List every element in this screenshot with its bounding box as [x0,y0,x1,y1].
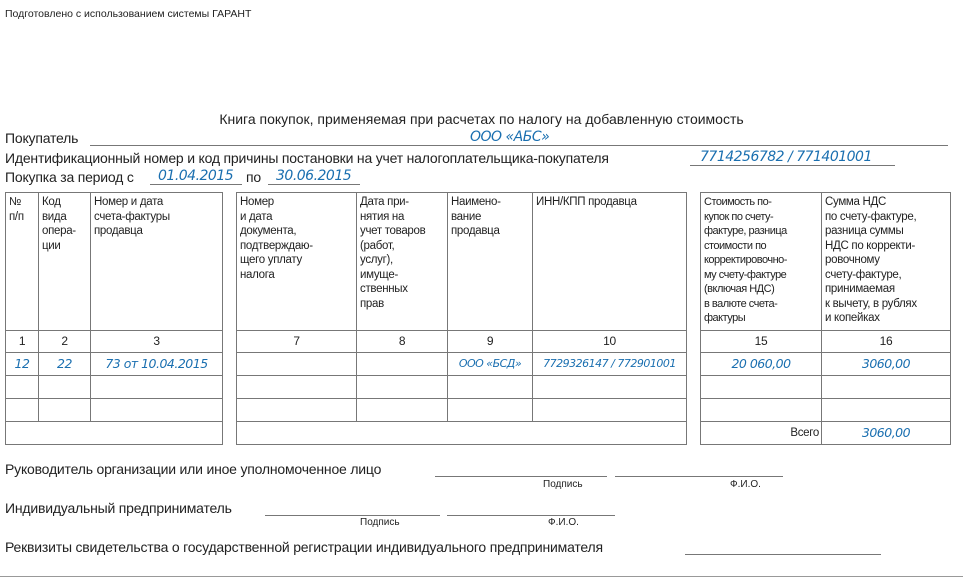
col-number: 16 [822,331,951,353]
header-col-10: ИНН/КПП продавца [533,193,687,331]
empty-cell[interactable] [533,399,687,422]
header-col-9: Наимено- вание продавца [448,193,533,331]
empty-cell[interactable] [91,399,223,422]
period-to-label-text: по [246,169,261,185]
empty-cell[interactable] [237,376,357,399]
page-title: Книга покупок, применяемая при расчетах по налогу на добавленную стоимость [219,111,744,127]
header-col-2: Код вида опера- ции [39,193,91,331]
inn-label: Идентификационный номер и код причины постановки на учет налогоплательщика-покупателя [5,150,609,166]
purchase-table-left [5,192,223,445]
buyer-value[interactable]: ООО «АБС» [470,129,550,145]
cell-accept-date[interactable] [357,353,448,376]
buyer-line [90,145,948,146]
ip-sign-caption: Подпись [360,517,400,528]
total-vat-value[interactable]: 3060,00 [822,422,951,445]
empty-cell[interactable] [822,376,951,399]
header-col-16: Сумма НДС по счету-фактуре, разница суммы НДС по корректи- ровочному счету-фактуре, принимаемая к вычету, в рублях и копейках [822,193,951,331]
empty-cell[interactable] [448,376,533,399]
col-number: 15 [701,331,822,353]
total-row-left [6,422,223,445]
col-number: 7 [237,331,357,353]
cell-payment-doc[interactable] [237,353,357,376]
empty-cell[interactable] [448,399,533,422]
empty-cell[interactable] [6,399,39,422]
header-col-3: Номер и дата счета-фактуры продавца [91,193,223,331]
col-number: 9 [448,331,533,353]
empty-cell[interactable] [701,399,822,422]
header-col-8: Дата при- нятия на учет товаров (работ, услуг), имуще- ственных прав [357,193,448,331]
head-fio-caption: Ф.И.О. [730,479,761,490]
head-signature-label: Руководитель организации или иное уполномоченное лицо [5,461,382,477]
head-fio-line[interactable] [615,476,783,477]
empty-cell[interactable] [533,376,687,399]
empty-cell[interactable] [357,399,448,422]
cell-seller-inn[interactable]: 7729326147 / 772901001 [533,353,687,376]
cell-operation-code[interactable]: 22 [39,353,91,376]
ip-fio-caption: Ф.И.О. [548,517,579,528]
empty-cell[interactable] [6,376,39,399]
total-label: Всего [701,422,822,445]
inn-line [690,165,895,166]
ip-fio-line[interactable] [447,515,615,516]
col-number: 3 [91,331,223,353]
period-to-value[interactable]: 30.06.2015 [276,168,352,184]
header-col-1: № п/п [6,193,39,331]
col-number: 2 [39,331,91,353]
cell-seller-name[interactable]: ООО «БСД» [448,353,533,376]
col-number: 8 [357,331,448,353]
empty-cell[interactable] [237,399,357,422]
cell-invoice[interactable]: 73 от 10.04.2015 [91,353,223,376]
header-col-7: Номер и дата документа, подтверждаю- щего уплату налога [237,193,357,331]
empty-cell[interactable] [357,376,448,399]
purchase-table-middle [236,192,687,445]
head-sign-caption: Подпись [543,479,583,490]
col-number: 1 [6,331,39,353]
period-from-value[interactable]: 01.04.2015 [158,168,234,184]
empty-cell[interactable] [39,376,91,399]
total-row-middle [237,422,687,445]
buyer-label: Покупатель [5,130,79,146]
empty-cell[interactable] [701,376,822,399]
cert-label: Реквизиты свидетельства о государственной регистрации индивидуального предпринимателя [5,539,603,555]
head-signature-line[interactable] [435,476,607,477]
header-col-15: Стоимость по- купок по счету- фактуре, разница стоимости по корректировочно- му счету-фактуре (включая НДС) в валюте счета- фактуры [701,193,822,331]
col-number: 10 [533,331,687,353]
purchase-table-right [700,192,951,445]
bottom-divider [0,576,963,577]
empty-cell[interactable] [91,376,223,399]
period-to-line [268,184,360,185]
source-note: Подготовлено с использованием системы ГАРАНТ [5,8,252,20]
ip-signature-line[interactable] [265,515,440,516]
cell-row-number[interactable]: 12 [6,353,39,376]
period-from-line [150,184,242,185]
ip-label: Индивидуальный предприниматель [5,500,232,516]
cell-vat-amount[interactable]: 3060,00 [822,353,951,376]
inn-value[interactable]: 7714256782 / 771401001 [700,149,872,165]
cell-purchase-cost[interactable]: 20 060,00 [701,353,822,376]
empty-cell[interactable] [822,399,951,422]
period-from-label: Покупка за период с [5,169,134,185]
empty-cell[interactable] [39,399,91,422]
cert-line[interactable] [685,554,881,555]
